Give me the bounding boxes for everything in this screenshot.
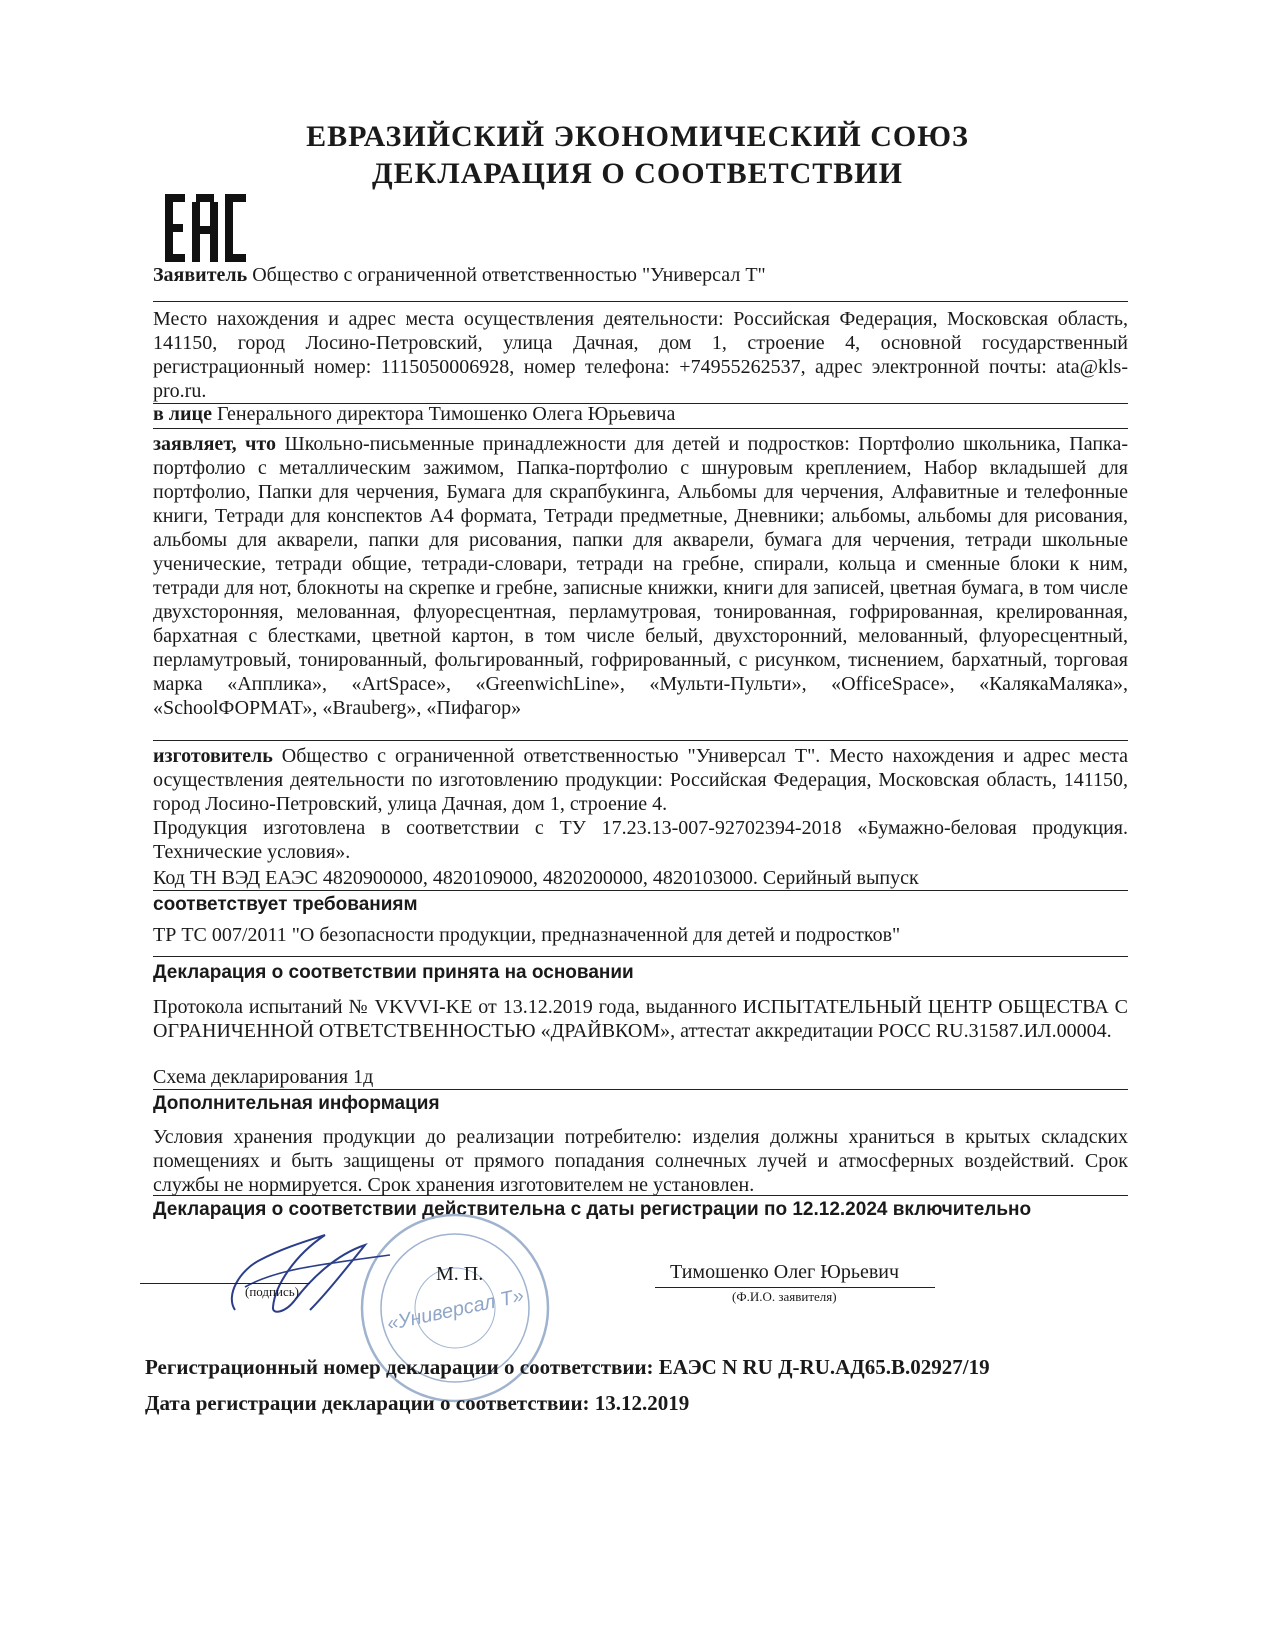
divider (153, 428, 1128, 429)
basis-value: Протокола испытаний № VKVVI-KE от 13.12.2019 года, выданного ИСПЫТАТЕЛЬНЫЙ ЦЕНТР ОБЩЕСТВА С ОГРАНИЧЕННОЙ ОТВЕТСТВЕННОСТЬЮ «ДРАЙВКОМ», аттестат аккредитации РОСС RU.31587.ИЛ.00004. (153, 996, 1128, 1042)
divider (153, 956, 1128, 957)
registration-date: Дата регистрации декларации о соответствии: 13.12.2019 (145, 1391, 690, 1415)
additional-value: Условия хранения продукции до реализации потребителю: изделия должны храниться в крытых складских помещениях и быть защищены от прямого попадания солнечных лучей и атмосферных воздействий. Срок службы не нормируется. Срок хранения изготовителем не установлен. (153, 1126, 1128, 1196)
manufacturer-label: изготовитель (153, 745, 273, 767)
signer-name: Тимошенко Олег Юрьевич (670, 1261, 900, 1283)
signature-caption: (подпись) (245, 1284, 299, 1299)
divider (153, 1195, 1128, 1196)
divider (153, 301, 1128, 302)
representative-value: Генерального директора Тимошенко Олега Юрьевича (216, 403, 676, 425)
representative-label: в лице (153, 403, 212, 425)
manufacturer-section (153, 744, 1128, 816)
manufacturer-value: Общество с ограниченной ответственностью "Универсал Т". Место нахождения и адрес места осуществления деятельности по изготовлению продукции: Российская Федерация, Московская область, 141150, город Лосино-Петровский, улица Дачная, дом 1, строение 4. (153, 745, 1129, 815)
document-title: ДЕКЛАРАЦИЯ О СООТВЕТСТВИИ (372, 157, 903, 190)
stamp-place-caption: М. П. (436, 1263, 484, 1285)
product-description (153, 432, 1128, 720)
requirements-label: соответствует требованиям (153, 894, 418, 915)
union-title: ЕВРАЗИЙСКИЙ ЭКОНОМИЧЕСКИЙ СОЮЗ (306, 120, 969, 153)
applicant-row (153, 263, 1128, 287)
validity-statement: Декларация о соответствии действительна с даты регистрации по 12.12.2024 включительно (153, 1199, 1032, 1220)
eac-logo (163, 192, 248, 264)
additional-label: Дополнительная информация (153, 1093, 440, 1114)
tnved-codes: Код ТН ВЭД ЕАЭС 4820900000, 4820109000, 4820200000, 4820103000. Серийный выпуск (153, 867, 919, 889)
divider (153, 890, 1128, 891)
stamp-text: «Универсал Т» (385, 1284, 526, 1336)
declaration-scheme: Схема декларирования 1д (153, 1066, 374, 1088)
manufacturer-standard: Продукция изготовлена в соответствии с ТУ 17.23.13-007-92702394-2018 «Бумажно-беловая продукция. Технические условия». (153, 817, 1128, 863)
representative-row (153, 402, 1128, 426)
name-caption: (Ф.И.О. заявителя) (732, 1289, 837, 1304)
applicant-address: Место нахождения и адрес места осуществления деятельности: Российская Федерация, Московская область, 141150, город Лосино-Петровский, улица Дачная, дом 1, строение 4, основной государственный регистрационный номер: 1115050006928, номер телефона: +74955262537, адрес электронной почты: ata@kls-pro.ru. (153, 308, 1128, 402)
divider (153, 740, 1128, 741)
requirements-value: ТР ТС 007/2011 "О безопасности продукции, предназначенной для детей и подростков" (153, 924, 901, 946)
declares-value: Школьно-письменные принадлежности для детей и подростков: Портфолио школьника, Папка-портфолио с металлическим зажимом, Папка-портфолио с шнуровым креплением, Набор вкладышей для портфолио, Папки для черчения, Бумага для скрапбукинга, Альбомы для черчения, Алфавитные и телефонные книги, Тетради для конспектов А4 формата, Тетради предметные, Дневники; альбомы, альбомы для рисования, альбомы для акварели, папки для рисования, папки для акварели, бумага для черчения, тетради школьные ученические, тетради общие, тетради-словари, тетради на гребне, спирали, кольца и сменные блоки к ним, тетради для нот, блокноты на скрепке и гребне, записные книжки, книги для записей, цветная бумага, в том числе двухсторонняя, мелованная, флуоресцентная, перламутровая, тонированная, гофрированная, крелированная, бархатная с блестками, цветной картон, в том числе белый, двухсторонний, мелованный, флуоресцентный, перламутровый, тонированный, фольгированный, гофрированный, с рисунком, тиснением, бархатный, торговая марка «Апплика», «ArtSpace», «GreenwichLine», «Мульти-Пульти», «OfficeSpace», «КалякаМаляка», «SchoolФОРМАТ», «Brauberg», «Пифагор» (153, 433, 1128, 719)
basis-label: Декларация о соответствии принята на основании (153, 962, 634, 983)
handwritten-signature (215, 1215, 415, 1325)
divider (153, 1089, 1128, 1090)
registration-number: Регистрационный номер декларации о соответствии: ЕАЭС N RU Д-RU.АД65.В.02927/19 (145, 1355, 990, 1379)
applicant-label: Заявитель (153, 264, 248, 286)
applicant-value: Общество с ограниченной ответственностью "Универсал Т" (252, 264, 766, 286)
name-line (655, 1287, 935, 1288)
declares-label: заявляет, что (153, 433, 276, 455)
